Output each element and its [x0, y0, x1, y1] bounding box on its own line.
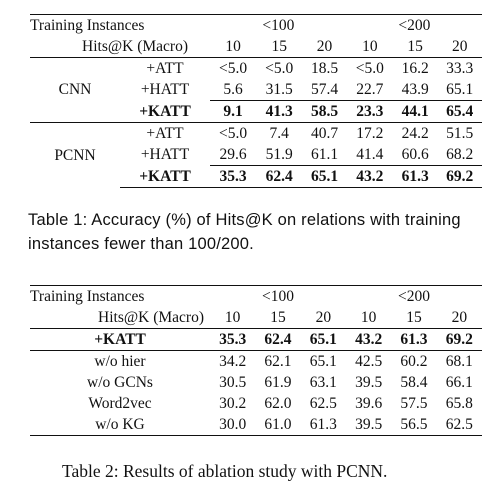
table-cell: 65.1: [302, 166, 347, 188]
method-label: +ATT: [120, 123, 210, 145]
table-cell: 41.3: [265, 102, 293, 120]
table-cell: 61.9: [264, 373, 292, 391]
k-header: 10: [346, 307, 391, 329]
table-cell: 40.7: [302, 123, 347, 145]
method-label: +ATT: [146, 59, 184, 77]
table-cell: <5.0: [210, 123, 256, 145]
table-cell: 60.2: [400, 352, 428, 370]
table-cell: 30.5: [219, 373, 247, 391]
table-cell: 9.1: [223, 102, 243, 120]
method-label: w/o hier: [94, 352, 146, 370]
k-header: 10: [347, 36, 393, 58]
table-cell: 7.4: [256, 123, 302, 145]
table-cell: 57.4: [302, 79, 347, 101]
table-cell: 62.5: [309, 394, 337, 412]
k-header: 20: [437, 307, 482, 329]
table-cell: 35.3: [210, 166, 256, 188]
table-1-header-row-2: [30, 36, 482, 58]
table-cell: 16.2: [401, 59, 429, 77]
table-cell: 43.9: [393, 79, 438, 101]
table-cell: 18.5: [310, 59, 339, 77]
table-cell: 22.7: [347, 79, 393, 101]
method-label: +KATT: [120, 166, 210, 188]
k-header: 10: [210, 36, 256, 58]
table-cell: 24.2: [393, 123, 438, 145]
hits-at-k-label: Hits@K (Macro): [30, 307, 210, 329]
table-cell: 51.9: [256, 144, 302, 166]
table-cell: 61.0: [255, 414, 300, 436]
table-cell: 62.4: [256, 166, 302, 188]
table-cell: 43.2: [347, 166, 393, 188]
table-cell: 5.6: [210, 79, 256, 101]
k-header: 15: [256, 36, 302, 58]
table-cell: 23.3: [356, 102, 384, 120]
table-row: [30, 414, 482, 436]
table-row: [30, 393, 482, 414]
table-cell: 60.6: [393, 144, 438, 166]
table-cell: 61.3: [393, 166, 438, 188]
table-cell: 43.2: [346, 329, 391, 351]
table-row: [30, 372, 482, 393]
table-2-caption: Table 2: Results of ablation study with PCNN.: [62, 461, 388, 481]
group-lt200-label: <200: [346, 286, 482, 308]
table-cell: 65.1: [309, 352, 337, 370]
table-cell: 39.5: [346, 414, 391, 436]
method-label: +HATT: [140, 146, 190, 163]
group-label-cnn: CNN: [58, 81, 92, 99]
table-cell: 62.1: [264, 352, 292, 370]
method-label: +KATT: [30, 329, 210, 351]
table-2: [30, 285, 482, 436]
table-cell: 62.0: [264, 394, 292, 412]
k-header: 20: [302, 36, 347, 58]
table-cell: 35.3: [210, 329, 255, 351]
table-cell: 61.3: [301, 414, 346, 436]
k-header: 15: [393, 36, 438, 58]
table-cell: 34.2: [219, 352, 247, 370]
table-cell: <5.0: [219, 59, 248, 77]
table-cell: 69.2: [437, 329, 482, 351]
table-cell: 29.6: [210, 144, 256, 166]
group-lt100-label: <100: [210, 286, 346, 308]
table-cell: 17.2: [347, 123, 393, 145]
table-cell: 65.1: [301, 329, 346, 351]
hits-at-k-label: Hits@K (Macro): [30, 36, 210, 58]
k-header: 20: [301, 307, 346, 329]
table-cell: 39.6: [355, 394, 383, 412]
table-1: [30, 14, 482, 188]
table-cell: 30.2: [219, 394, 247, 412]
table-cell: 61.3: [391, 329, 436, 351]
table-cell: 30.0: [210, 414, 255, 436]
method-label: w/o GCNs: [87, 373, 153, 391]
table-cell: 51.5: [437, 123, 482, 145]
table-cell: 42.5: [355, 352, 383, 370]
method-label: +HATT: [140, 81, 190, 98]
table-cell: 58.5: [310, 102, 339, 120]
k-header: 20: [437, 36, 482, 58]
table-1-caption: Table 1: Accuracy (%) of Hits@K on relations with training instances fewer than 100/200.: [28, 211, 461, 253]
k-header: 15: [255, 307, 300, 329]
table-cell: 65.1: [437, 79, 482, 101]
group-lt200-label: <200: [347, 15, 482, 37]
method-label: w/o KG: [30, 414, 210, 436]
method-label: Word2vec: [88, 394, 152, 412]
table-2-header-row-1: [30, 286, 482, 308]
table-cell: 33.3: [446, 59, 474, 77]
table-1-header-row-1: [30, 15, 482, 37]
table-cell: 31.5: [256, 79, 302, 101]
table-cell: <5.0: [265, 59, 294, 77]
table-row: [30, 58, 482, 80]
table-cell: 39.5: [355, 373, 383, 391]
group-lt100-label: <100: [210, 15, 347, 37]
table-row: [30, 351, 482, 373]
table-cell: 62.5: [437, 414, 482, 436]
k-header: 15: [391, 307, 436, 329]
training-instances-label: Training Instances: [30, 15, 210, 37]
table-cell: 44.1: [401, 102, 429, 120]
table-cell: 68.2: [437, 144, 482, 166]
table-row: [30, 123, 482, 145]
table-cell: 41.4: [347, 144, 393, 166]
table-cell: 65.8: [445, 394, 473, 412]
table-cell: 68.1: [445, 352, 473, 370]
table-cell: 69.2: [437, 166, 482, 188]
k-header: 10: [210, 307, 255, 329]
method-label: +KATT: [139, 102, 191, 120]
table-cell: <5.0: [355, 59, 384, 77]
training-instances-label: Training Instances: [30, 286, 210, 308]
table-cell: 66.1: [445, 373, 473, 391]
table-cell: 56.5: [391, 414, 436, 436]
table-cell: 57.5: [400, 394, 428, 412]
table-cell: 62.4: [255, 329, 300, 351]
table-cell: 61.1: [302, 144, 347, 166]
table-2-header-row-2: [30, 307, 482, 329]
group-label-pcnn: PCNN: [30, 123, 120, 188]
table-cell: 58.4: [400, 373, 428, 391]
table-row: [30, 329, 482, 351]
table-cell: 63.1: [309, 373, 337, 391]
table-cell: 65.4: [446, 102, 474, 120]
